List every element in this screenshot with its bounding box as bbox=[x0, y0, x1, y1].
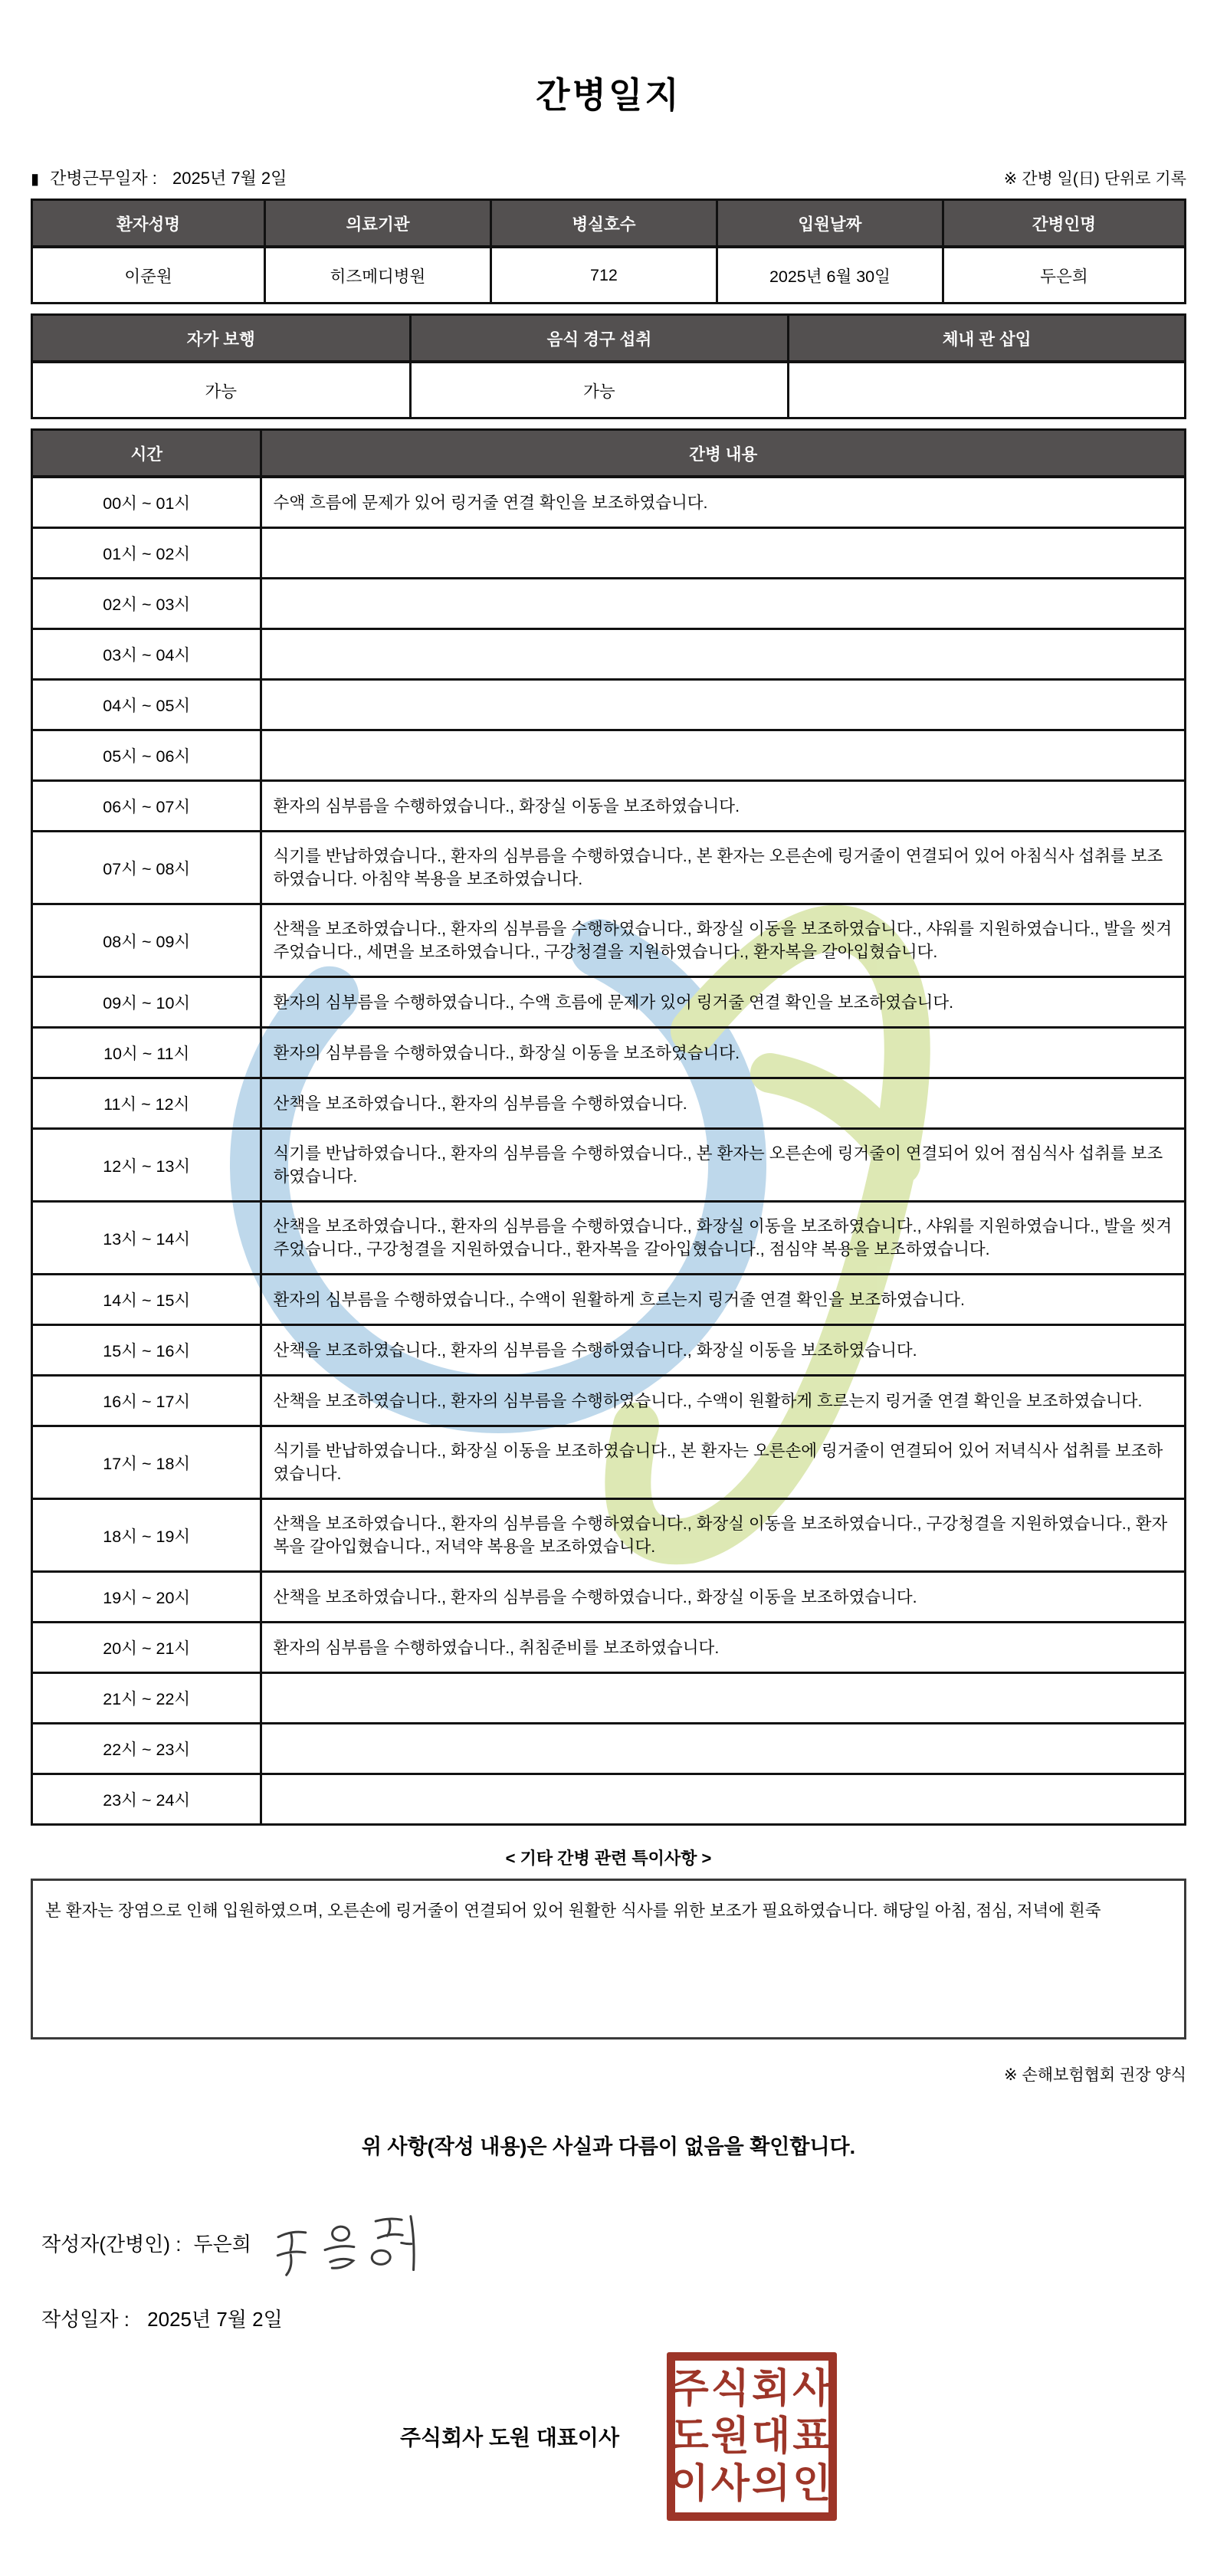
log-content-cell: 산책을 보조하였습니다., 환자의 심부름을 수행하였습니다., 수액이 원활하게 흐르는지 링거줄 연결 확인을 보조하였습니다. bbox=[261, 1376, 1186, 1426]
log-time-cell: 17시 ~ 18시 bbox=[32, 1426, 261, 1499]
log-row bbox=[32, 1724, 1186, 1774]
handwritten-signature bbox=[270, 2210, 427, 2288]
meta-row bbox=[31, 166, 1186, 189]
log-time-cell: 00시 ~ 01시 bbox=[32, 477, 261, 528]
writer-row bbox=[31, 2207, 1186, 2278]
caregiver-name-value: 두은희 bbox=[943, 247, 1185, 304]
col-header-admission-date: 입원날짜 bbox=[717, 200, 943, 248]
care-log-table bbox=[31, 428, 1186, 1826]
log-time-cell: 11시 ~ 12시 bbox=[32, 1078, 261, 1129]
log-content-cell: 환자의 심부름을 수행하였습니다., 수액 흐름에 문제가 있어 링거줄 연결 확인을 보조하였습니다. bbox=[261, 977, 1186, 1028]
col-header-oral-intake: 음식 경구 섭취 bbox=[410, 315, 789, 363]
log-time-cell: 22시 ~ 23시 bbox=[32, 1724, 261, 1774]
log-time-cell: 01시 ~ 02시 bbox=[32, 528, 261, 579]
log-time-cell: 23시 ~ 24시 bbox=[32, 1774, 261, 1825]
log-time-cell: 14시 ~ 15시 bbox=[32, 1275, 261, 1325]
log-time-cell: 16시 ~ 17시 bbox=[32, 1376, 261, 1426]
log-time-cell: 09시 ~ 10시 bbox=[32, 977, 261, 1028]
self-walking-value: 가능 bbox=[32, 362, 411, 418]
status-header-row bbox=[32, 315, 1186, 363]
notes-box bbox=[31, 1879, 1186, 2039]
log-content-cell: 산책을 보조하였습니다., 환자의 심부름을 수행하였습니다., 화장실 이동을 보조하였습니다. bbox=[261, 1325, 1186, 1376]
log-row bbox=[32, 1426, 1186, 1499]
log-time-cell: 15시 ~ 16시 bbox=[32, 1325, 261, 1376]
log-time-cell: 07시 ~ 08시 bbox=[32, 832, 261, 904]
log-row bbox=[32, 1129, 1186, 1202]
log-time-cell: 19시 ~ 20시 bbox=[32, 1572, 261, 1623]
col-header-room-number: 병실호수 bbox=[490, 200, 717, 248]
work-date-label: 간병근무일자 : bbox=[50, 169, 157, 188]
log-content-cell: 산책을 보조하였습니다., 환자의 심부름을 수행하였습니다., 화장실 이동을 보조하였습니다. bbox=[261, 1572, 1186, 1623]
col-header-tube-insertion: 체내 관 삽입 bbox=[789, 315, 1186, 363]
log-row bbox=[32, 680, 1186, 730]
log-time-cell: 03시 ~ 04시 bbox=[32, 629, 261, 680]
patient-header-row bbox=[32, 200, 1186, 248]
log-row bbox=[32, 579, 1186, 629]
patient-name-value: 이준원 bbox=[32, 247, 265, 304]
log-row bbox=[32, 1623, 1186, 1673]
log-row bbox=[32, 781, 1186, 832]
log-row bbox=[32, 1673, 1186, 1724]
log-content-cell: 환자의 심부름을 수행하였습니다., 수액이 원활하게 흐르는지 링거줄 연결 확인을 보조하였습니다. bbox=[261, 1275, 1186, 1325]
log-content-cell bbox=[261, 1774, 1186, 1825]
log-content-cell bbox=[261, 579, 1186, 629]
log-row bbox=[32, 1774, 1186, 1825]
log-content-cell: 산책을 보조하였습니다., 환자의 심부름을 수행하였습니다., 화장실 이동을 보조하였습니다., 샤워를 지원하였습니다., 발을 씻겨주었습니다., 구강청결을 지원하였습니다., 환자복을 갈아입혔습니다., 점심약 복용을 보조하였습니다. bbox=[261, 1202, 1186, 1275]
medical-institution-value: 히즈메디병원 bbox=[265, 247, 491, 304]
log-content-cell: 환자의 심부름을 수행하였습니다., 화장실 이동을 보조하였습니다. bbox=[261, 781, 1186, 832]
status-value-row bbox=[32, 362, 1186, 418]
admission-date-value: 2025년 6월 30일 bbox=[717, 247, 943, 304]
patient-status-table bbox=[31, 313, 1186, 419]
log-time-cell: 20시 ~ 21시 bbox=[32, 1623, 261, 1673]
company-ceo-line: 주식회사 도원 대표이사 bbox=[399, 2426, 620, 2450]
log-content-cell bbox=[261, 629, 1186, 680]
log-content-cell: 산책을 보조하였습니다., 환자의 심부름을 수행하였습니다., 화장실 이동을 보조하였습니다., 구강청결을 지원하였습니다., 환자복을 갈아입혔습니다., 저녁약 복용을 보조하였습니다. bbox=[261, 1499, 1186, 1572]
col-header-medical-institution: 의료기관 bbox=[265, 200, 491, 248]
log-row bbox=[32, 1275, 1186, 1325]
stamp-text-line: 이사의인 bbox=[670, 2462, 834, 2506]
log-content-cell: 산책을 보조하였습니다., 환자의 심부름을 수행하였습니다. bbox=[261, 1078, 1186, 1129]
work-date-line bbox=[31, 166, 287, 189]
log-row bbox=[32, 730, 1186, 781]
room-number-value: 712 bbox=[490, 247, 717, 304]
col-header-time: 시간 bbox=[32, 430, 261, 477]
log-row bbox=[32, 1028, 1186, 1078]
log-time-cell: 08시 ~ 09시 bbox=[32, 904, 261, 977]
stamp-text-line: 도원대표 bbox=[670, 2414, 834, 2459]
log-row bbox=[32, 629, 1186, 680]
log-content-cell bbox=[261, 528, 1186, 579]
log-row bbox=[32, 904, 1186, 977]
col-header-caregiver-name: 간병인명 bbox=[943, 200, 1185, 248]
log-row bbox=[32, 1376, 1186, 1426]
page-title: 간병일지 bbox=[536, 75, 681, 115]
log-row bbox=[32, 1202, 1186, 1275]
log-row bbox=[32, 1325, 1186, 1376]
log-time-cell: 13시 ~ 14시 bbox=[32, 1202, 261, 1275]
patient-value-row bbox=[32, 247, 1186, 304]
date-row bbox=[31, 2304, 1186, 2332]
writer-name: 두은희 bbox=[193, 2232, 251, 2256]
log-time-cell: 05시 ~ 06시 bbox=[32, 730, 261, 781]
log-row bbox=[32, 1078, 1186, 1129]
log-row bbox=[32, 977, 1186, 1028]
unit-note: ※ 간병 일(日) 단위로 기록 bbox=[1003, 170, 1186, 188]
log-time-cell: 12시 ~ 13시 bbox=[32, 1129, 261, 1202]
notes-content: 본 환자는 장염으로 인해 입원하였으며, 오른손에 링거줄이 연결되어 있어 원활한 식사를 위한 보조가 필요하였습니다. 해당일 아침, 점심, 저녁에 흰죽 bbox=[45, 1902, 1101, 1920]
bullet-icon: ▮ bbox=[31, 171, 40, 188]
confirmation-statement: 위 사항(작성 내용)은 사실과 다름이 없음을 확인합니다. bbox=[361, 2135, 856, 2158]
log-content-cell bbox=[261, 730, 1186, 781]
log-content-cell: 식기를 반납하였습니다., 환자의 심부름을 수행하였습니다., 본 환자는 오른손에 링거줄이 연결되어 있어 점심식사 섭취를 보조하였습니다. bbox=[261, 1129, 1186, 1202]
log-time-cell: 10시 ~ 11시 bbox=[32, 1028, 261, 1078]
log-time-cell: 04시 ~ 05시 bbox=[32, 680, 261, 730]
log-row bbox=[32, 528, 1186, 579]
log-header-row bbox=[32, 430, 1186, 477]
log-content-cell bbox=[261, 1673, 1186, 1724]
log-row bbox=[32, 477, 1186, 528]
stamp-text-line: 주식회사 bbox=[670, 2367, 834, 2411]
notes-section-title: < 기타 간병 관련 특이사항 > bbox=[505, 1849, 712, 1868]
log-time-cell: 06시 ~ 07시 bbox=[32, 781, 261, 832]
patient-info-table bbox=[31, 199, 1186, 304]
log-content-cell: 식기를 반납하였습니다., 화장실 이동을 보조하였습니다., 본 환자는 오른손에 링거줄이 연결되어 있어 저녁식사 섭취를 보조하였습니다. bbox=[261, 1426, 1186, 1499]
log-table-body bbox=[32, 477, 1186, 1825]
writer-label: 작성자(간병인) : bbox=[41, 2232, 182, 2256]
oral-intake-value: 가능 bbox=[410, 362, 789, 418]
log-time-cell: 18시 ~ 19시 bbox=[32, 1499, 261, 1572]
log-content-cell: 수액 흐름에 문제가 있어 링거줄 연결 확인을 보조하였습니다. bbox=[261, 477, 1186, 528]
tube-insertion-value bbox=[789, 362, 1186, 418]
corporate-seal-stamp bbox=[667, 2352, 837, 2521]
log-row bbox=[32, 1572, 1186, 1623]
company-block bbox=[31, 2346, 1186, 2576]
log-content-cell: 산책을 보조하였습니다., 환자의 심부름을 수행하였습니다., 화장실 이동을 보조하였습니다., 샤워를 지원하였습니다., 발을 씻겨주었습니다., 세면을 보조하였습니다., 구강청결을 지원하였습니다., 환자복을 갈아입혔습니다. bbox=[261, 904, 1186, 977]
form-recommendation-note: ※ 손해보험협회 권장 양식 bbox=[1004, 2066, 1186, 2084]
col-header-self-walking: 자가 보행 bbox=[32, 315, 411, 363]
write-date-label: 작성일자 : bbox=[41, 2308, 130, 2331]
log-time-cell: 21시 ~ 22시 bbox=[32, 1673, 261, 1724]
log-content-cell bbox=[261, 680, 1186, 730]
log-content-cell: 환자의 심부름을 수행하였습니다., 화장실 이동을 보조하였습니다. bbox=[261, 1028, 1186, 1078]
col-header-care-content: 간병 내용 bbox=[261, 430, 1186, 477]
log-content-cell: 식기를 반납하였습니다., 환자의 심부름을 수행하였습니다., 본 환자는 오른손에 링거줄이 연결되어 있어 아침식사 섭취를 보조하였습니다. 아침약 복용을 보조하였습니다. bbox=[261, 832, 1186, 904]
col-header-patient-name: 환자성명 bbox=[32, 200, 265, 248]
work-date-value: 2025년 7월 2일 bbox=[172, 169, 287, 188]
write-date-value: 2025년 7월 2일 bbox=[147, 2308, 283, 2331]
log-content-cell: 환자의 심부름을 수행하였습니다., 취침준비를 보조하였습니다. bbox=[261, 1623, 1186, 1673]
log-row bbox=[32, 832, 1186, 904]
log-content-cell bbox=[261, 1724, 1186, 1774]
log-time-cell: 02시 ~ 03시 bbox=[32, 579, 261, 629]
log-row bbox=[32, 1499, 1186, 1572]
